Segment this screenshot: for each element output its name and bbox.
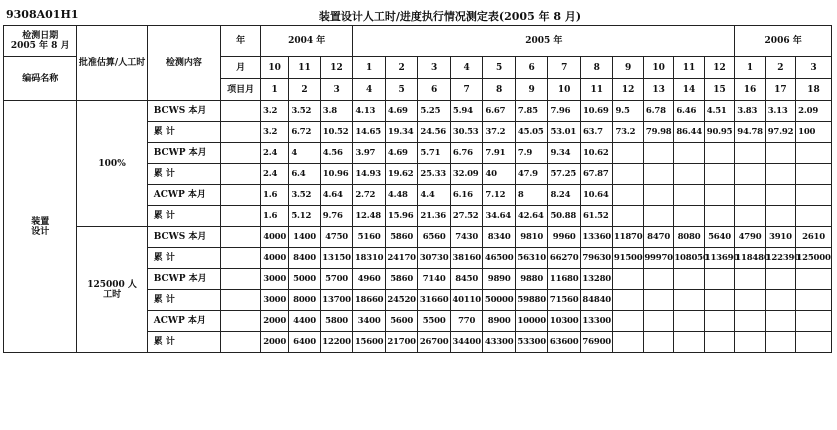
value-cell: 7430	[450, 227, 483, 248]
month-cell: 1	[735, 57, 765, 79]
value-cell: 14.65	[353, 122, 386, 143]
empty-cell	[221, 206, 261, 227]
value-cell	[674, 290, 704, 311]
date-label: 检测日期	[22, 31, 59, 41]
value-cell: 73.2	[613, 122, 643, 143]
value-cell: 21.36	[418, 206, 451, 227]
value-cell	[735, 143, 765, 164]
value-cell	[613, 269, 643, 290]
value-cell: 4790	[735, 227, 765, 248]
value-cell: 53.01	[548, 122, 581, 143]
value-cell: 6560	[418, 227, 451, 248]
project-month-cell: 18	[796, 79, 832, 101]
date-value: 2005 年 8 月	[10, 41, 70, 51]
project-month-cell: 11	[580, 79, 613, 101]
empty-cell	[221, 248, 261, 269]
value-cell: 2000	[261, 332, 289, 353]
value-cell	[704, 164, 735, 185]
value-cell: 6.72	[289, 122, 320, 143]
value-cell: 8900	[483, 311, 516, 332]
value-cell	[643, 332, 673, 353]
value-cell: 5.94	[450, 101, 483, 122]
value-cell: 12.48	[353, 206, 386, 227]
empty-cell	[221, 143, 261, 164]
value-cell: 6.67	[483, 101, 516, 122]
value-cell: 10000	[515, 311, 548, 332]
project-month-cell: 5	[385, 79, 418, 101]
value-cell: 3400	[353, 311, 386, 332]
value-cell: 76900	[580, 332, 613, 353]
project-month-cell: 8	[483, 79, 516, 101]
value-cell: 8450	[450, 269, 483, 290]
project-month-cell: 4	[353, 79, 386, 101]
value-cell: 7.91	[483, 143, 516, 164]
value-cell: 100	[796, 122, 832, 143]
empty-cell	[221, 185, 261, 206]
year-header: 年	[221, 26, 261, 57]
row-label: 累 计	[147, 248, 220, 269]
value-cell	[674, 332, 704, 353]
month-header: 月	[221, 57, 261, 79]
progress-table	[3, 25, 832, 353]
value-cell	[674, 269, 704, 290]
month-cell: 5	[483, 57, 516, 79]
value-cell: 10.64	[580, 185, 613, 206]
value-cell: 67.87	[580, 164, 613, 185]
value-cell: 3.8	[320, 101, 353, 122]
value-cell: 4.13	[353, 101, 386, 122]
value-cell	[613, 332, 643, 353]
row-label: 累 计	[147, 164, 220, 185]
value-cell: 7140	[418, 269, 451, 290]
value-cell: 4.69	[385, 101, 418, 122]
value-cell: 13360	[580, 227, 613, 248]
value-cell	[613, 206, 643, 227]
value-cell: 4750	[320, 227, 353, 248]
row-label: BCWP 本月	[147, 143, 220, 164]
value-cell: 19.34	[385, 122, 418, 143]
value-cell: 4	[289, 143, 320, 164]
row-label: ACWP 本月	[147, 311, 220, 332]
year-2005: 2005 年	[353, 26, 735, 57]
value-cell: 50000	[483, 290, 516, 311]
value-cell	[613, 311, 643, 332]
value-cell	[735, 290, 765, 311]
value-cell: 34.64	[483, 206, 516, 227]
content-header: 检测内容	[147, 26, 220, 101]
value-cell: 3.2	[261, 101, 289, 122]
value-cell	[765, 185, 795, 206]
value-cell	[735, 164, 765, 185]
value-cell: 4.48	[385, 185, 418, 206]
value-cell: 13300	[580, 311, 613, 332]
value-cell	[643, 311, 673, 332]
value-cell: 9960	[548, 227, 581, 248]
value-cell: 6.46	[674, 101, 704, 122]
month-cell: 12	[320, 57, 353, 79]
project-month-cell: 10	[548, 79, 581, 101]
value-cell: 10.52	[320, 122, 353, 143]
value-cell: 5860	[385, 227, 418, 248]
empty-cell	[221, 122, 261, 143]
value-cell: 11870	[613, 227, 643, 248]
value-cell: 118480	[735, 248, 765, 269]
value-cell: 4.69	[385, 143, 418, 164]
value-cell: 40	[483, 164, 516, 185]
value-cell: 94.78	[735, 122, 765, 143]
value-cell: 5860	[385, 269, 418, 290]
value-cell	[613, 290, 643, 311]
value-cell	[674, 311, 704, 332]
value-cell: 2.09	[796, 101, 832, 122]
value-cell: 13280	[580, 269, 613, 290]
value-cell: 10300	[548, 311, 581, 332]
value-cell: 86.44	[674, 122, 704, 143]
month-cell: 1	[353, 57, 386, 79]
value-cell: 19.62	[385, 164, 418, 185]
project-month-header: 项目月	[221, 79, 261, 101]
value-cell: 34400	[450, 332, 483, 353]
project-month-cell: 7	[450, 79, 483, 101]
value-cell: 2.4	[261, 143, 289, 164]
value-cell	[643, 143, 673, 164]
year-2006: 2006 年	[735, 26, 832, 57]
value-cell: 7.96	[548, 101, 581, 122]
value-cell: 50.88	[548, 206, 581, 227]
value-cell: 7.12	[483, 185, 516, 206]
value-cell: 31660	[418, 290, 451, 311]
value-cell: 8000	[289, 290, 320, 311]
value-cell: 4400	[289, 311, 320, 332]
value-cell: 5640	[704, 227, 735, 248]
value-cell: 9880	[515, 269, 548, 290]
value-cell	[643, 269, 673, 290]
value-cell: 30730	[418, 248, 451, 269]
month-cell: 12	[704, 57, 735, 79]
value-cell	[796, 185, 832, 206]
value-cell: 7.85	[515, 101, 548, 122]
value-cell	[704, 269, 735, 290]
value-cell: 3.97	[353, 143, 386, 164]
row-label: 累 计	[147, 122, 220, 143]
value-cell: 113690	[704, 248, 735, 269]
value-cell: 8080	[674, 227, 704, 248]
value-cell: 125000	[796, 248, 832, 269]
value-cell	[674, 185, 704, 206]
value-cell: 4000	[261, 227, 289, 248]
project-month-cell: 17	[765, 79, 795, 101]
value-cell	[643, 164, 673, 185]
value-cell: 770	[450, 311, 483, 332]
month-cell: 4	[450, 57, 483, 79]
value-cell: 38160	[450, 248, 483, 269]
value-cell	[796, 269, 832, 290]
month-cell: 11	[674, 57, 704, 79]
value-cell: 2.72	[353, 185, 386, 206]
value-cell: 37.2	[483, 122, 516, 143]
value-cell: 79.98	[643, 122, 673, 143]
value-cell	[613, 164, 643, 185]
value-cell: 6.4	[289, 164, 320, 185]
value-cell	[643, 206, 673, 227]
value-cell: 40110	[450, 290, 483, 311]
value-cell	[735, 206, 765, 227]
value-cell: 122390	[765, 248, 795, 269]
value-cell: 8470	[643, 227, 673, 248]
value-cell: 3910	[765, 227, 795, 248]
value-cell	[765, 311, 795, 332]
value-cell: 5000	[289, 269, 320, 290]
empty-cell	[221, 332, 261, 353]
value-cell: 47.9	[515, 164, 548, 185]
value-cell	[796, 143, 832, 164]
value-cell	[613, 185, 643, 206]
budget-cell: 100%	[77, 101, 147, 227]
value-cell: 5.25	[418, 101, 451, 122]
value-cell: 8	[515, 185, 548, 206]
value-cell: 63.7	[580, 122, 613, 143]
project-month-cell: 2	[289, 79, 320, 101]
value-cell: 5500	[418, 311, 451, 332]
code-name-header: 编码名称	[4, 57, 77, 101]
value-cell: 11680	[548, 269, 581, 290]
value-cell	[765, 290, 795, 311]
project-month-cell: 13	[643, 79, 673, 101]
value-cell	[704, 311, 735, 332]
month-cell: 2	[765, 57, 795, 79]
document-code: 9308A01H1	[6, 8, 79, 21]
empty-cell	[221, 290, 261, 311]
section-name: 装置设计	[4, 101, 77, 353]
value-cell	[796, 164, 832, 185]
value-cell: 108050	[674, 248, 704, 269]
value-cell: 99970	[643, 248, 673, 269]
value-cell: 5.71	[418, 143, 451, 164]
value-cell: 13150	[320, 248, 353, 269]
value-cell	[674, 164, 704, 185]
value-cell: 9.34	[548, 143, 581, 164]
value-cell: 12200	[320, 332, 353, 353]
value-cell	[704, 290, 735, 311]
value-cell	[735, 311, 765, 332]
empty-cell	[221, 269, 261, 290]
value-cell: 25.33	[418, 164, 451, 185]
value-cell: 18310	[353, 248, 386, 269]
value-cell: 3.52	[289, 185, 320, 206]
row-label: ACWP 本月	[147, 185, 220, 206]
value-cell: 43300	[483, 332, 516, 353]
month-cell: 10	[643, 57, 673, 79]
value-cell	[643, 185, 673, 206]
value-cell: 6.78	[643, 101, 673, 122]
empty-cell	[221, 164, 261, 185]
project-month-cell: 3	[320, 79, 353, 101]
value-cell	[765, 332, 795, 353]
value-cell: 1.6	[261, 206, 289, 227]
value-cell: 26700	[418, 332, 451, 353]
value-cell: 6.16	[450, 185, 483, 206]
value-cell	[796, 290, 832, 311]
project-month-cell: 16	[735, 79, 765, 101]
value-cell: 10.96	[320, 164, 353, 185]
month-cell: 2	[385, 57, 418, 79]
project-month-cell: 12	[613, 79, 643, 101]
month-cell: 11	[289, 57, 320, 79]
month-cell: 7	[548, 57, 581, 79]
table-row	[4, 101, 832, 122]
value-cell: 79630	[580, 248, 613, 269]
value-cell	[765, 206, 795, 227]
value-cell	[704, 143, 735, 164]
value-cell: 3.13	[765, 101, 795, 122]
value-cell: 91500	[613, 248, 643, 269]
value-cell: 61.52	[580, 206, 613, 227]
value-cell	[704, 185, 735, 206]
value-cell: 13700	[320, 290, 353, 311]
value-cell	[765, 269, 795, 290]
row-label: 累 计	[147, 206, 220, 227]
value-cell: 45.05	[515, 122, 548, 143]
value-cell: 2610	[796, 227, 832, 248]
row-label: BCWP 本月	[147, 269, 220, 290]
value-cell: 14.93	[353, 164, 386, 185]
value-cell: 24520	[385, 290, 418, 311]
value-cell	[674, 206, 704, 227]
value-cell: 4.56	[320, 143, 353, 164]
value-cell: 3.2	[261, 122, 289, 143]
value-cell: 9810	[515, 227, 548, 248]
value-cell: 4.4	[418, 185, 451, 206]
value-cell: 8340	[483, 227, 516, 248]
value-cell: 90.95	[704, 122, 735, 143]
value-cell	[735, 269, 765, 290]
value-cell: 84840	[580, 290, 613, 311]
empty-cell	[221, 311, 261, 332]
value-cell: 9.76	[320, 206, 353, 227]
value-cell	[704, 332, 735, 353]
value-cell: 9.5	[613, 101, 643, 122]
value-cell: 8.24	[548, 185, 581, 206]
value-cell: 27.52	[450, 206, 483, 227]
table-title: 装置设计人工时/进度执行情况测定表(2005 年 8 月)	[318, 10, 582, 23]
value-cell: 6400	[289, 332, 320, 353]
row-label: 累 计	[147, 332, 220, 353]
value-cell: 8400	[289, 248, 320, 269]
value-cell: 97.92	[765, 122, 795, 143]
value-cell	[613, 143, 643, 164]
month-cell: 3	[796, 57, 832, 79]
value-cell: 9890	[483, 269, 516, 290]
empty-cell	[221, 101, 261, 122]
project-month-cell: 6	[418, 79, 451, 101]
value-cell	[704, 206, 735, 227]
value-cell: 5.12	[289, 206, 320, 227]
project-month-cell: 9	[515, 79, 548, 101]
value-cell: 5600	[385, 311, 418, 332]
value-cell: 4.64	[320, 185, 353, 206]
budget-header: 批准估算/人工时	[77, 26, 147, 101]
value-cell: 56310	[515, 248, 548, 269]
project-month-cell: 15	[704, 79, 735, 101]
value-cell	[765, 143, 795, 164]
month-cell: 3	[418, 57, 451, 79]
value-cell: 4.51	[704, 101, 735, 122]
value-cell: 1.6	[261, 185, 289, 206]
value-cell	[796, 332, 832, 353]
value-cell: 59880	[515, 290, 548, 311]
date-header-cell	[4, 26, 77, 57]
month-cell: 8	[580, 57, 613, 79]
value-cell	[765, 164, 795, 185]
value-cell: 10.69	[580, 101, 613, 122]
value-cell: 57.25	[548, 164, 581, 185]
value-cell: 3.83	[735, 101, 765, 122]
value-cell: 7.9	[515, 143, 548, 164]
value-cell: 1400	[289, 227, 320, 248]
budget-cell: 125000 人工时	[77, 227, 147, 353]
value-cell: 66270	[548, 248, 581, 269]
row-label: BCWS 本月	[147, 101, 220, 122]
value-cell	[674, 143, 704, 164]
value-cell: 21700	[385, 332, 418, 353]
value-cell: 63600	[548, 332, 581, 353]
value-cell	[735, 332, 765, 353]
value-cell: 10.62	[580, 143, 613, 164]
value-cell: 53300	[515, 332, 548, 353]
value-cell: 5800	[320, 311, 353, 332]
value-cell: 15.96	[385, 206, 418, 227]
value-cell: 4000	[261, 248, 289, 269]
value-cell: 4960	[353, 269, 386, 290]
value-cell: 5700	[320, 269, 353, 290]
value-cell: 32.09	[450, 164, 483, 185]
empty-cell	[221, 227, 261, 248]
project-month-cell: 1	[261, 79, 289, 101]
year-2004: 2004 年	[261, 26, 353, 57]
row-label: BCWS 本月	[147, 227, 220, 248]
value-cell	[735, 185, 765, 206]
value-cell: 5160	[353, 227, 386, 248]
value-cell: 24.56	[418, 122, 451, 143]
month-cell: 10	[261, 57, 289, 79]
value-cell: 71560	[548, 290, 581, 311]
value-cell	[796, 311, 832, 332]
value-cell	[643, 290, 673, 311]
project-month-cell: 14	[674, 79, 704, 101]
value-cell: 6.76	[450, 143, 483, 164]
value-cell	[796, 206, 832, 227]
value-cell: 2000	[261, 311, 289, 332]
value-cell: 3000	[261, 269, 289, 290]
value-cell: 46500	[483, 248, 516, 269]
value-cell: 15600	[353, 332, 386, 353]
value-cell: 30.53	[450, 122, 483, 143]
month-cell: 9	[613, 57, 643, 79]
value-cell: 3000	[261, 290, 289, 311]
value-cell: 24170	[385, 248, 418, 269]
value-cell: 42.64	[515, 206, 548, 227]
value-cell: 18660	[353, 290, 386, 311]
row-label: 累 计	[147, 290, 220, 311]
value-cell: 3.52	[289, 101, 320, 122]
value-cell: 2.4	[261, 164, 289, 185]
month-cell: 6	[515, 57, 548, 79]
table-row	[4, 227, 832, 248]
